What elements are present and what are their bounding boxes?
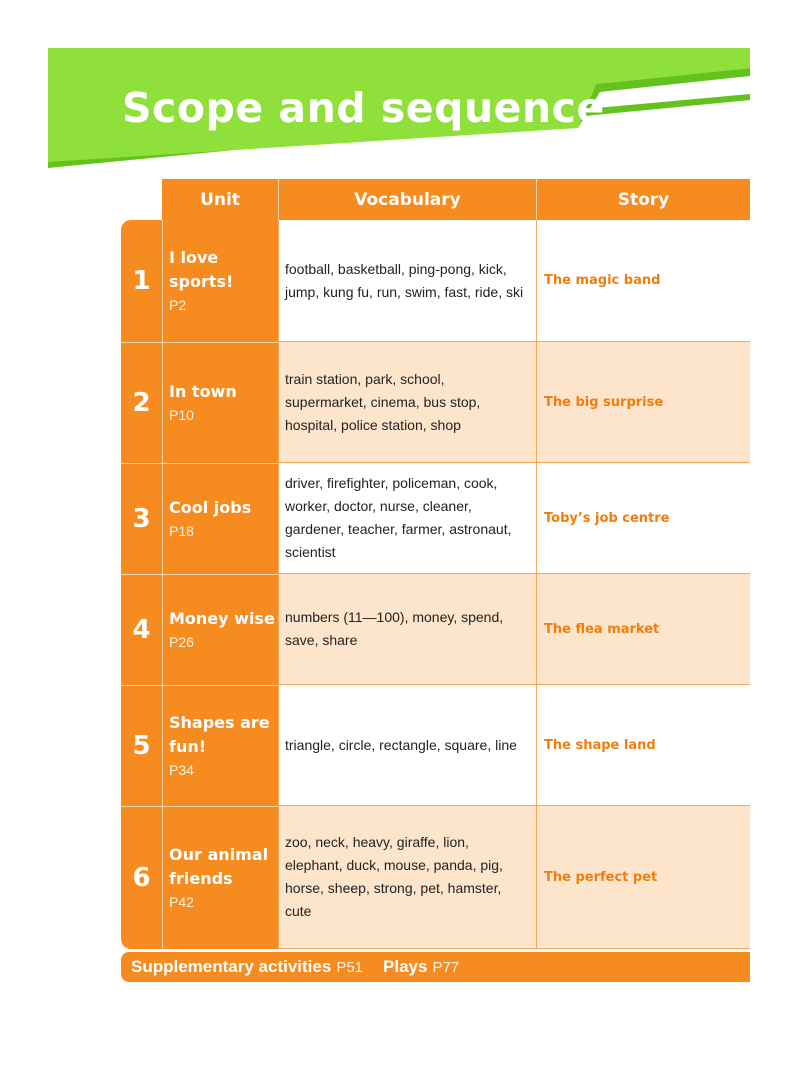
vocabulary-cell bbox=[278, 806, 536, 949]
unit-title: Shapes are fun! bbox=[169, 712, 270, 756]
unit-cell bbox=[162, 220, 278, 342]
header-vocabulary: Vocabulary bbox=[278, 179, 536, 220]
plays-page: P77 bbox=[432, 958, 460, 976]
vocabulary-text: numbers (11—100), money, spend, save, share bbox=[285, 609, 504, 648]
unit-cell bbox=[162, 463, 278, 574]
footer-bar bbox=[121, 952, 750, 982]
vocabulary-cell bbox=[278, 342, 536, 463]
story-cell bbox=[536, 220, 750, 342]
story-cell bbox=[536, 463, 750, 574]
header-unit: Unit bbox=[162, 179, 278, 220]
vocabulary-text: train station, park, school, supermarket, cinema, bus stop, hospital, police station, shop bbox=[285, 370, 481, 433]
header-story: Story bbox=[536, 179, 750, 220]
story-cell bbox=[536, 806, 750, 949]
story-title: The magic band bbox=[544, 273, 661, 288]
story-cell bbox=[536, 574, 750, 685]
story-cell bbox=[536, 342, 750, 463]
vocabulary-text: driver, firefighter, policeman, cook, worker, doctor, nurse, cleaner, gardener, teacher, farmer, astronaut, scientist bbox=[285, 475, 512, 560]
unit-title: In town bbox=[169, 381, 237, 401]
unit-row bbox=[121, 574, 750, 685]
unit-page: P10 bbox=[169, 406, 194, 423]
unit-number: 4 bbox=[132, 614, 151, 645]
unit-row bbox=[121, 806, 750, 949]
unit-page: P26 bbox=[169, 633, 194, 650]
unit-number: 3 bbox=[132, 503, 151, 534]
unit-title: I love sports! bbox=[169, 248, 234, 291]
story-cell bbox=[536, 685, 750, 806]
supplementary-label: Supplementary activities bbox=[131, 957, 332, 976]
unit-number: 6 bbox=[132, 862, 151, 893]
unit-number: 1 bbox=[132, 266, 151, 296]
unit-number: 5 bbox=[132, 730, 151, 761]
unit-cell bbox=[162, 574, 278, 685]
vocabulary-cell bbox=[278, 574, 536, 685]
unit-title: Cool jobs bbox=[169, 497, 252, 517]
unit-row bbox=[121, 220, 750, 342]
page-title: Scope and sequence bbox=[122, 84, 605, 132]
vocabulary-text: triangle, circle, rectangle, square, line bbox=[285, 736, 517, 753]
unit-title: Money wise bbox=[169, 608, 275, 628]
vocabulary-cell bbox=[278, 685, 536, 806]
unit-cell bbox=[162, 685, 278, 806]
unit-row bbox=[121, 463, 750, 574]
story-title: The perfect pet bbox=[544, 869, 658, 885]
vocabulary-cell bbox=[278, 463, 536, 574]
vocabulary-text: football, basketball, ping-pong, kick, jump, kung fu, run, swim, fast, ride, ski bbox=[285, 260, 524, 300]
vocabulary-cell bbox=[278, 220, 536, 342]
story-title: The flea market bbox=[544, 621, 660, 637]
unit-number: 2 bbox=[132, 387, 151, 418]
unit-cell bbox=[162, 342, 278, 463]
story-title: Toby’s job centre bbox=[544, 510, 670, 526]
story-title: The shape land bbox=[544, 737, 656, 753]
supplementary-page: P51 bbox=[336, 958, 364, 976]
unit-row bbox=[121, 342, 750, 463]
unit-page: P2 bbox=[169, 297, 187, 313]
unit-row bbox=[121, 685, 750, 806]
unit-title: Our animal friends bbox=[169, 844, 269, 888]
unit-cell bbox=[162, 806, 278, 949]
story-title: The big surprise bbox=[544, 394, 664, 410]
unit-page: P42 bbox=[169, 893, 194, 910]
plays-label: Plays bbox=[383, 957, 428, 976]
unit-page: P18 bbox=[169, 522, 194, 539]
vocabulary-text: zoo, neck, heavy, giraffe, lion, elephant, duck, mouse, panda, pig, horse, sheep, strong, pet, hamster, cute bbox=[285, 834, 503, 919]
unit-page: P34 bbox=[169, 761, 194, 778]
